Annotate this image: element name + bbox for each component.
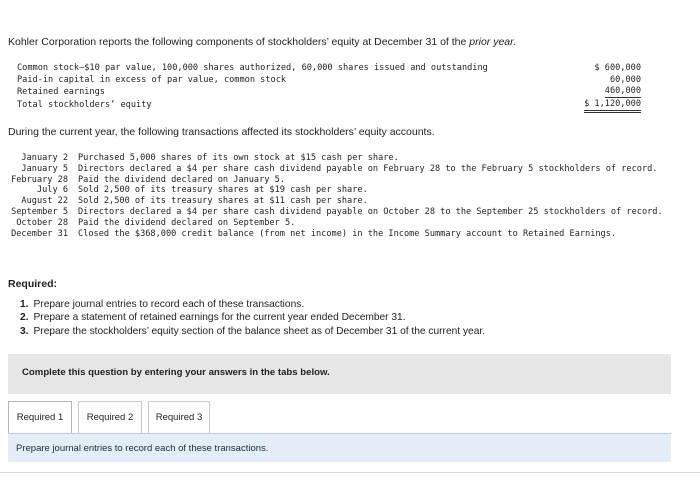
transaction-text: Purchased 5,000 shares of its own stock at $15 cash per share. — [78, 153, 399, 163]
transaction-row — [0, 229, 700, 240]
tab-panel-instruction: Prepare journal entries to record each of these transactions. — [16, 443, 269, 454]
intro-italic: prior year. — [469, 36, 517, 48]
equity-label: Paid-in capital in excess of par value, common stock — [17, 75, 287, 85]
divider — [0, 472, 700, 473]
transaction-text: Sold 2,500 of its treasury shares at $19 cash per share. — [78, 185, 368, 196]
required-item-number: 1. — [20, 299, 29, 310]
transaction-row — [0, 196, 700, 207]
required-item-number: 2. — [20, 312, 29, 324]
equity-row-retained-earnings — [17, 86, 641, 98]
required-list — [20, 298, 485, 338]
intro-text: Kohler Corporation reports the following components of stockholders’ equity at December 31 of the — [8, 36, 470, 48]
transaction-date: February 28 — [11, 174, 68, 185]
transaction-text: Directors declared a $4 per share cash dividend payable on February 28 to the February 5 stockholders of record. — [78, 163, 658, 174]
equity-row-common-stock — [17, 62, 641, 74]
transaction-date: August 22 — [21, 196, 68, 207]
equity-amount: 60,000 — [609, 75, 641, 85]
required-item-text: Prepare journal entries to record each of these transactions. — [33, 299, 305, 310]
required-item — [20, 298, 485, 311]
tab-required-3[interactable]: Required 3 — [148, 401, 210, 433]
transaction-date: January 5 — [21, 163, 68, 174]
transaction-date: July 6 — [36, 185, 68, 196]
intro-paragraph — [8, 36, 516, 48]
transaction-text: Sold 2,500 of its treasury shares at $11 cash per share. — [78, 196, 368, 207]
transaction-row — [0, 164, 700, 175]
transaction-row — [0, 218, 700, 229]
transaction-text: Closed the $368,000 credit balance (from net income) in the Income Summary account to Retained Earnings. — [78, 228, 617, 239]
required-item-text: Prepare the stockholders’ equity section of the balance sheet as of December 31 of the current year. — [33, 325, 486, 337]
during-year-text: During the current year, the following transactions affected its stockholders’ equity accounts. — [8, 126, 435, 138]
required-item — [20, 311, 485, 324]
required-item-text: Prepare a statement of retained earnings for the current year ended December 31. — [33, 312, 406, 324]
required-item — [20, 325, 485, 338]
transaction-date: December 31 — [11, 228, 68, 239]
tab-required-2[interactable]: Required 2 — [78, 401, 142, 433]
transaction-text: Paid the dividend declared on January 5. — [78, 174, 285, 185]
equity-amount: 460,000 — [604, 86, 641, 96]
transaction-row — [0, 185, 700, 196]
transaction-date: January 2 — [21, 153, 68, 163]
transaction-text: Directors declared a $4 per share cash dividend payable on October 28 to the September 25 stockholders of record. — [78, 206, 663, 217]
equity-amount: $ 600,000 — [594, 63, 641, 73]
tab-required-1[interactable]: Required 1 — [8, 401, 72, 434]
transaction-row — [0, 175, 700, 186]
equity-label: Retained earnings — [17, 87, 105, 97]
instruction-banner-text: Complete this question by entering your answers in the tabs below. — [22, 367, 330, 378]
required-item-number: 3. — [20, 325, 29, 337]
required-heading: Required: — [8, 278, 58, 290]
instruction-banner — [8, 354, 671, 394]
equity-label: Total stockholders’ equity — [17, 100, 152, 110]
transaction-text: Paid the dividend declared on September 5. — [78, 217, 296, 228]
transactions-list — [0, 153, 700, 239]
equity-total-amount: $ 1,120,000 — [584, 99, 641, 113]
equity-row-total — [17, 99, 641, 111]
transaction-row — [0, 207, 700, 218]
equity-label: Common stock—$10 par value, 100,000 shares authorized, 60,000 shares issued and outstanding — [17, 63, 488, 73]
transaction-date: October 28 — [16, 217, 68, 228]
equity-table — [17, 62, 641, 111]
transaction-row — [0, 153, 700, 164]
equity-row-paid-in-capital — [17, 74, 641, 86]
transaction-date: September 5 — [11, 206, 68, 217]
tab-panel — [8, 433, 671, 462]
